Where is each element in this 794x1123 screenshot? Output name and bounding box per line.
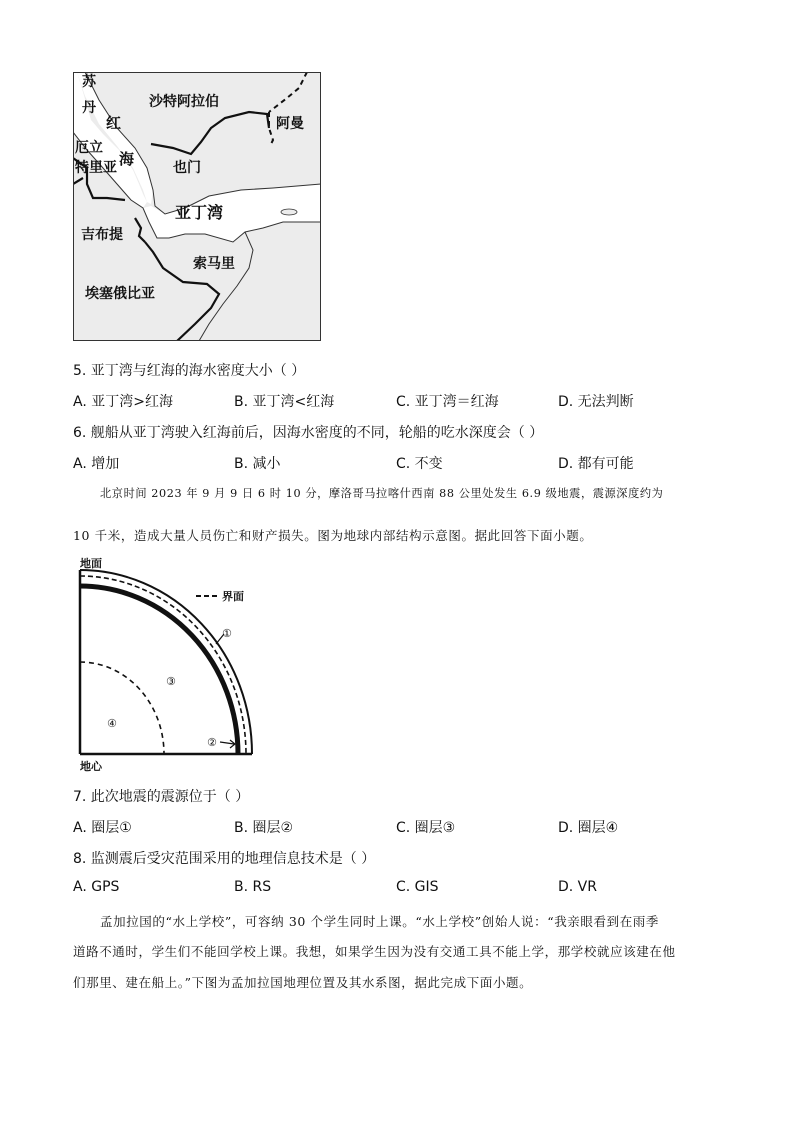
question-8-stem: 8. 监测震后受灾范围采用的地理信息技术是（ ） <box>73 851 376 867</box>
island <box>281 209 297 215</box>
layer-1-marker: ① <box>222 627 232 640</box>
label-oman: 阿曼 <box>276 116 304 132</box>
label-saudi: 沙特阿拉伯 <box>149 94 219 110</box>
q6-option-c[interactable]: C. 不变 <box>396 456 443 472</box>
boundary-arc <box>80 586 238 754</box>
label-sudan-2: 丹 <box>82 100 96 116</box>
question-6-stem: 6. 舰船从亚丁湾驶入红海前后，因海水密度的不同，轮船的吃水深度会（ ） <box>73 425 544 441</box>
label-eritrea-2: 特里亚 <box>75 160 117 176</box>
label-sudan-1: 苏 <box>82 74 96 90</box>
q7-option-c[interactable]: C. 圈层③ <box>396 820 456 836</box>
q5-option-a[interactable]: A. 亚丁湾>红海 <box>73 394 173 410</box>
interface-legend-label: 界面 <box>222 590 244 603</box>
core-label: 地心 <box>80 760 102 773</box>
earth-interior-diagram <box>70 554 260 774</box>
q8-option-c[interactable]: C. GIS <box>396 879 439 895</box>
layer-2-marker: ② <box>207 736 217 749</box>
q5-option-b[interactable]: B. 亚丁湾<红海 <box>234 394 335 410</box>
q7-option-d[interactable]: D. 圈层④ <box>558 820 619 836</box>
passage-2-line-3: 们那里、建在船上。”下图为孟加拉国地理位置及其水系图，据此完成下面小题。 <box>73 975 533 990</box>
core-interface-arc <box>80 662 164 754</box>
label-djibouti: 吉布提 <box>81 227 123 243</box>
label-yemen: 也门 <box>173 160 201 176</box>
layer-2-pointer <box>220 742 234 744</box>
label-gulf-aden: 亚丁湾 <box>175 203 224 222</box>
q8-option-a[interactable]: A. GPS <box>73 879 120 895</box>
passage-1-line-2: 10 千米，造成大量人员伤亡和财产损失。图为地球内部结构示意图。据此回答下面小题。 <box>73 528 593 543</box>
label-red-sea-1: 红 <box>106 114 122 132</box>
layer-3-marker: ③ <box>166 675 176 688</box>
q8-option-d[interactable]: D. VR <box>558 879 597 895</box>
red-sea-map <box>73 72 321 341</box>
label-eritrea-1: 厄立 <box>75 140 103 156</box>
question-5-stem: 5. 亚丁湾与红海的海水密度大小（ ） <box>73 363 306 379</box>
label-somalia: 索马里 <box>193 256 235 272</box>
passage-2-line-2: 道路不通时，学生们不能回学校上课。我想，如果学生因为没有交通工具不能上学，那学校就应该建在他 <box>73 944 676 959</box>
q6-option-a[interactable]: A. 增加 <box>73 456 120 472</box>
q6-option-d[interactable]: D. 都有可能 <box>558 456 634 472</box>
label-ethiopia: 埃塞俄比亚 <box>85 286 155 302</box>
q6-option-b[interactable]: B. 减小 <box>234 456 281 472</box>
q7-option-a[interactable]: A. 圈层① <box>73 820 132 836</box>
question-7-stem: 7. 此次地震的震源位于（ ） <box>73 789 250 805</box>
q8-option-b[interactable]: B. RS <box>234 879 272 895</box>
q5-option-d[interactable]: D. 无法判断 <box>558 394 634 410</box>
surface-label: 地面 <box>80 557 102 570</box>
q5-option-c[interactable]: C. 亚丁湾＝红海 <box>396 394 499 410</box>
passage-2-line-1: 孟加拉国的“水上学校”，可容纳 30 个学生同时上课。“水上学校”创始人说：“我亲眼看到在雨季 <box>100 914 660 929</box>
label-red-sea-2: 海 <box>119 150 135 168</box>
layer-4-marker: ④ <box>107 717 117 730</box>
passage-1-line-1: 北京时间 2023 年 9 月 9 日 6 时 10 分，摩洛哥马拉喀什西南 88 公里处发生 6.9 级地震，震源深度约为 <box>100 487 664 500</box>
q7-option-b[interactable]: B. 圈层② <box>234 820 294 836</box>
